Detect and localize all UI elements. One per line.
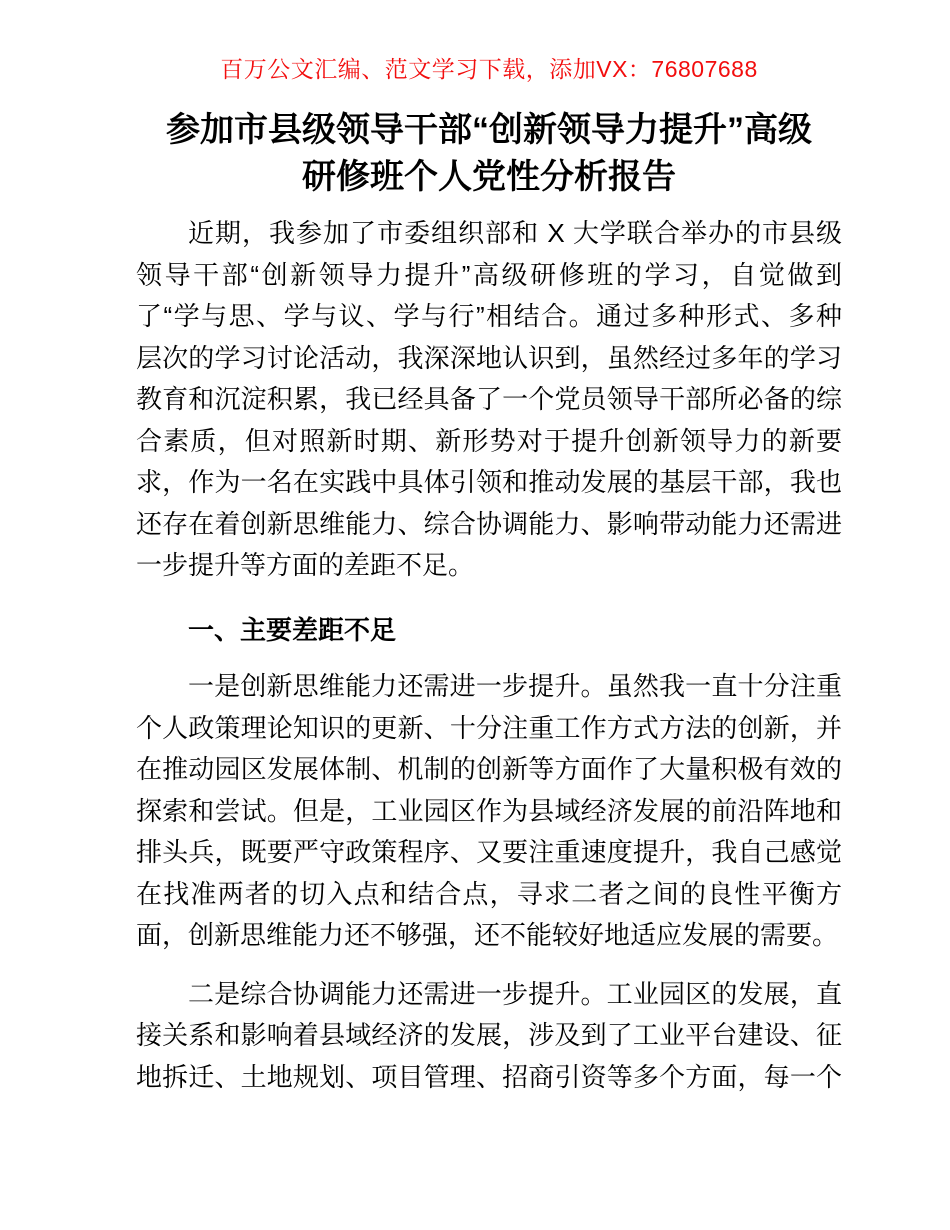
text-line: 还存在着创新思维能力、综合协调能力、影响带动能力还需进 — [136, 508, 842, 539]
text-line: 一步提升等方面的差距不足。 — [136, 550, 475, 580]
text-line: 探索和尝试。但是，工业园区作为县域经济发展的前沿阵地和 — [136, 795, 842, 826]
text-line: 了“学与思、学与议、学与行”相结合。通过多种形式、多种 — [136, 301, 842, 331]
text-line: 近期，我参加了市委组织部和 X 大学联合举办的市县级 — [188, 218, 842, 248]
paragraph — [136, 666, 842, 957]
text-line: 合素质，但对照新时期、新形势对于提升创新领导力的新要 — [136, 425, 842, 456]
text-line: 一是创新思维能力还需进一步提升。虽然我一直十分注重 — [188, 671, 842, 701]
text-line: 领导干部“创新领导力提升”高级研修班的学习，自觉做到 — [136, 259, 842, 290]
document-title — [136, 107, 842, 201]
text-line: 接关系和影响着县域经济的发展，涉及到了工业平台建设、征 — [136, 1020, 842, 1050]
text-line: 层次的学习讨论活动，我深深地认识到，虽然经过多年的学习 — [136, 342, 842, 373]
text-line: 在推动园区发展体制、机制的创新等方面作了大量积极有效的 — [136, 754, 842, 784]
text-line: 个人政策理论知识的更新、十分注重工作方式方法的创新，并 — [136, 712, 842, 743]
text-line: 面，创新思维能力还不够强，还不能较好地适应发展的需要。 — [136, 920, 839, 950]
promo-banner: 百万公文汇编、范文学习下载，添加VX：76807688 — [220, 56, 758, 82]
paragraph — [136, 213, 842, 587]
document-body — [136, 213, 842, 1098]
text-line: 求，作为一名在实践中具体引领和推动发展的基层干部，我也 — [136, 467, 842, 497]
text-line: 在找准两者的切入点和结合点，寻求二者之间的良性平衡方 — [136, 878, 842, 909]
text-line: 地拆迁、土地规划、项目管理、招商引资等多个方面，每一个 — [136, 1061, 842, 1092]
title-line: 参加市县级领导干部“创新领导力提升”高级 — [166, 111, 812, 149]
paragraph — [136, 974, 842, 1099]
title-line: 研修班个人党性分析报告 — [302, 158, 676, 196]
section-heading: 一、主要差距不足 — [188, 614, 397, 645]
text-line: 二是综合协调能力还需进一步提升。工业园区的发展，直 — [188, 978, 842, 1009]
text-line: 教育和沉淀积累，我已经具备了一个党员领导干部所必备的综 — [136, 384, 842, 414]
text-line: 排头兵，既要严守政策程序、又要注重速度提升，我自己感觉 — [136, 837, 842, 867]
